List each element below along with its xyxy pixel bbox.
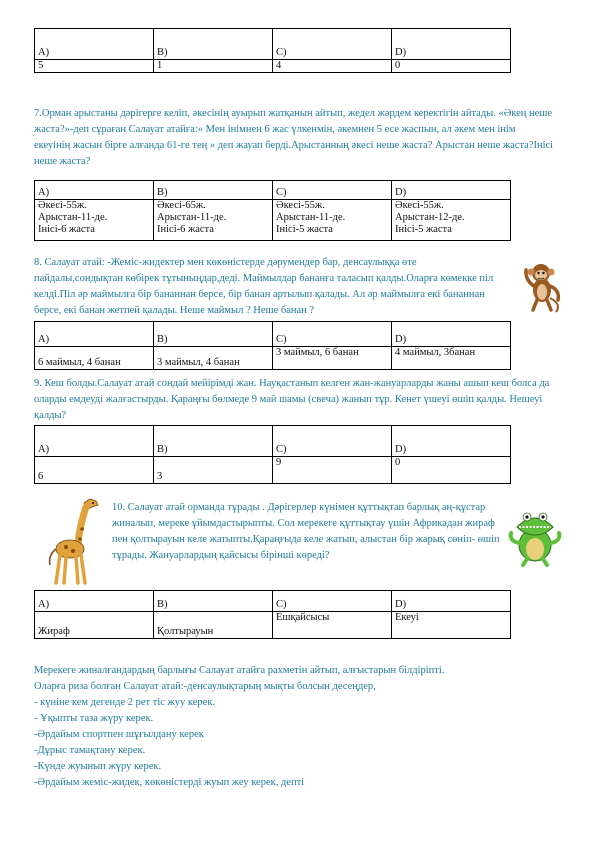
q8-option-c-header: C) [273,322,392,347]
q8-option-c-answer: 3 маймыл, 6 банан [273,347,392,370]
q8-option-a-answer: 6 маймыл, 4 банан [35,347,154,370]
closing-line-4: - Ұқыпты таза жүру керек. [34,713,154,724]
q7-d-line3: Інісі-5 жаста [395,224,452,235]
q10-option-c-header: C) [273,591,392,612]
q7-d-line2: Арыстан-12-де. [395,212,465,223]
closing-line-8: -Әрдайым жеміс-жидек, көкөністерді жуып жеу керек, депті [34,777,305,788]
q10-option-a-answer: Жираф [35,612,154,639]
answer-table-q10 [34,590,511,639]
answer-table-prev [34,28,511,73]
q9-option-b-header: B) [154,426,273,457]
option-c-header: C) [273,29,392,60]
q7-c-line2: Арыстан-11-де. [276,212,346,223]
option-d-answer: 0 [392,60,511,73]
q9-option-d-header: D) [392,426,511,457]
q10-option-d-answer: Екеуі [392,612,511,639]
giraffe-icon [40,495,108,587]
q7-c-line1: Әкесі-55ж. [276,200,325,211]
question-9 [34,376,554,424]
question-10 [112,500,504,564]
q7-d-line1: Әкесі-55ж. [395,200,444,211]
monkey-icon [520,260,564,314]
question-10-text: 10. Салауат атай орманда тұрады . Дәрігерлер күнімен құттықтап барлық аң-құстар жиналып, мереке ұйымдастырыпты. Сол мерекеге құттықтау үшін Африкадан жираф пен қолтырауын келе жатыпты.Қараңғыда келе жатып, алыстан бір жарық сөніп- өшіп тұрады. Жануарлардың қайсысы бірінші көреді? [112,502,500,561]
q9-option-a-answer: 6 [35,457,154,484]
q10-option-b-header: B) [154,591,273,612]
question-9-text: 9. Кеш болды.Салауат атай сондай мейірімді жан. Науқастанып келген жан-жануарларды жаны ашып кеш болса да оларды емдеуді жалғастырды. Қараңғы бөлмеде 9 май шамы (свеча) жанып тұр. Кенет үшеуі өшіп қалды. Нешеуі қалды? [34,378,550,421]
q8-option-d-answer: 4 маймыл, 3банан [392,347,511,370]
q8-option-b-header: B) [154,322,273,347]
q7-a-line1: Әкесі-55ж. [38,200,87,211]
question-8-text: 8. Салауат атай: -Жеміс-жидектер мен көкөністерде дәрумендер бар, денсаулыққа өте пайдалы,сондықтан көбірек тұтыныңдар,деді. Маймылдар бананға таласып қалды.Оларға көмекке піл келді.Піл әр маймылға бір бананнан берсе, бір банан артылып қалады. Ал әр маймылға екі бананнан берсе, екі банан жетпей қалады. Неше маймыл ? Неше банан ? [34,257,494,316]
q7-a-line3: Інісі-6 жаста [38,224,95,235]
answer-table-q9 [34,425,511,484]
q7-b-line3: Інісі-6 жаста [157,224,214,235]
q7-b-line1: Әкесі-65ж. [157,200,206,211]
q9-option-c-header: C) [273,426,392,457]
option-a-answer: 5 [35,60,154,73]
closing-line-3: - күніне кем дегенде 2 рет тіс жуу керек. [34,697,216,708]
q8-option-a-header: A) [35,322,154,347]
closing-line-6: -Дұрыс тамақтану керек. [34,745,146,756]
q10-option-b-answer: Қолтырауын [154,612,273,639]
q7-option-c-answer [273,200,392,241]
q7-option-c-header: C) [273,181,392,200]
q10-option-d-header: D) [392,591,511,612]
q9-option-d-answer: 0 [392,457,511,484]
q7-option-a-header: A) [35,181,154,200]
crocodile-icon [505,505,565,567]
q7-option-b-header: B) [154,181,273,200]
question-7 [34,106,554,170]
q7-option-b-answer [154,200,273,241]
q9-option-b-answer: 3 [154,457,273,484]
question-7-text: 7.Орман арыстаны дәрігерге келіп, әкесінің ауырып жатқанын айтып, жедел жәрдем керектігін айтады. «Әкең неше жаста?»-деп сұраған Салауат атайға:« Мен інімнен 6 жас үлкенмін, әкемнен 5 есе жаспын, ал әкем мен інім екеуінің жасын бірге алғанда 61-ге тең » деп жауап берді.Арыстанның әкесі неше жаста? Арыстан неше жаста?Інісі неше жаста? [34,108,554,167]
option-b-answer: 1 [154,60,273,73]
option-c-answer: 4 [273,60,392,73]
option-b-header: B) [154,29,273,60]
q7-b-line2: Арыстан-11-де. [157,212,227,223]
q9-option-a-header: A) [35,426,154,457]
q10-option-a-header: A) [35,591,154,612]
answer-table-q8 [34,321,511,370]
question-8 [34,255,502,319]
closing-line-1: Мерекеге жиналғандардың барлығы Салауат атайға рахметін айтып, алғыстарын білдіріпті. [34,665,445,676]
q7-c-line3: Інісі-5 жаста [276,224,333,235]
q10-option-c-answer: Ешқайсысы [273,612,392,639]
q7-option-d-answer [392,200,511,241]
closing-line-2: Оларға риза болған Салауат атай:-денсаулықтарың мықты болсын десеңдер, [34,681,376,692]
q8-option-d-header: D) [392,322,511,347]
q8-option-b-answer: 3 маймыл, 4 банан [154,347,273,370]
q7-option-a-answer [35,200,154,241]
closing-line-7: -Күнде жуынып жүру керек. [34,761,162,772]
option-a-header: A) [35,29,154,60]
closing-text [34,663,534,791]
answer-table-q7 [34,180,511,241]
q7-a-line2: Арыстан-11-де. [38,212,108,223]
closing-line-5: -Әрдайым спортпен шұғылдану керек [34,729,204,740]
option-d-header: D) [392,29,511,60]
q7-option-d-header: D) [392,181,511,200]
q9-option-c-answer: 9 [273,457,392,484]
